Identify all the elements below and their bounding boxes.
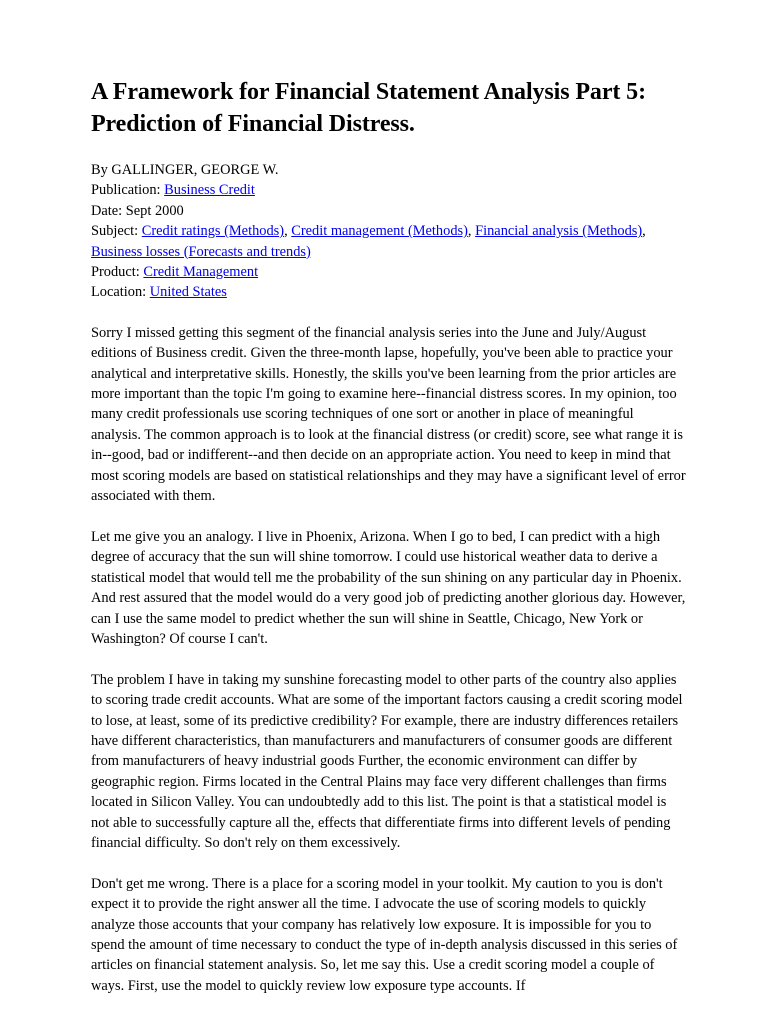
subject-link-credit-management[interactable]: Credit management (Methods): [291, 223, 468, 240]
product-label: Product:: [91, 264, 144, 281]
publication-label: Publication:: [91, 182, 165, 199]
publication-row: [91, 180, 686, 200]
subject-separator: ,: [642, 223, 646, 240]
product-row: [91, 262, 686, 282]
article-meta: [91, 160, 686, 303]
subject-separator: ,: [284, 223, 292, 240]
publication-link[interactable]: Business Credit: [164, 182, 255, 199]
product-link[interactable]: Credit Management: [143, 264, 259, 281]
subject-row: [91, 221, 686, 262]
subject-separator: ,: [467, 223, 476, 240]
article: [91, 76, 686, 1017]
subject-link-credit-ratings[interactable]: Credit ratings (Methods): [141, 223, 285, 240]
subject-link-financial-analysis[interactable]: Financial analysis (Methods): [475, 223, 643, 240]
location-link[interactable]: United States: [149, 284, 227, 301]
paragraph-3: The problem I have in taking my sunshine forecasting model to other parts of the country also applies to scoring trade credit accounts. What are some of the important factors causing a credit scoring model to lose, at least, some of its predictive credibility? For example, there are industry differences retailers have different characteristics, than manufacturers and manufacturers of consumer goods are different from manufacturers of heavy industrial goods Further, the economic environment can differ by geographic region. Firms located in the Central Plains may face very different challenges than firms located in Silicon Valley. You can undoubtedly add to this list. The point is that a statistical model is not able to successfully capture all the, effects that differentiate firms into different levels of pending financial difficulty. So don't rely on them excessively.: [91, 671, 683, 851]
paragraph-2: Let me give you an analogy. I live in Phoenix, Arizona. When I go to bed, I can predict with a high degree of accuracy that the sun will shine tomorrow. I could use historical weather data to derive a statistical model that would tell me the probability of the sun shining on any particular day in Phoenix. And rest assured that the model would do a very good job of predicting another glorious day. However, can I use the same model to predict whether the sun will shine in Seattle, Chicago, New York or Washington? Of course I can't.: [91, 528, 686, 647]
article-title: A Framework for Financial Statement Analysis Part 5: Prediction of Financial Distress.: [91, 79, 646, 137]
location-row: [91, 282, 686, 302]
paragraph-1: Sorry I missed getting this segment of the financial analysis series into the June and July/August editions of Business credit. Given the three-month lapse, hopefully, you've been able to practice your analytical and interpretative skills. Honestly, the skills you've been learning from the prior articles are more important than the topic I'm going to examine here--financial distress scores. In my opinion, too many credit professionals use scoring techniques of one sort or another in place of meaningful analysis. The common approach is to look at the financial distress (or credit) score, see what range it is in--good, bad or indifferent--and then decide on an appropriate action. You need to keep in mind that most scoring models are based on statistical relationships and they may have a significant level of error associated with them.: [91, 324, 686, 505]
subject-label: Subject:: [91, 223, 142, 240]
location-label: Location:: [91, 284, 150, 301]
date: Date: Sept 2000: [91, 202, 184, 219]
byline: By GALLINGER, GEORGE W.: [91, 162, 279, 178]
paragraph-4: Don't get me wrong. There is a place for a scoring model in your toolkit. My caution to you is don't expect it to provide the right answer all the time. I advocate the use of scoring models to quickly analyze those accounts that your company has relatively low exposure. It is impossible for you to spend the amount of time necessary to conduct the type of in-depth analysis discussed in this series of articles on financial statement analysis. So, let me say this. Use a credit scoring model a couple of ways. First, use the model to quickly review low exposure type accounts. If: [91, 875, 678, 994]
subject-link-business-losses[interactable]: Business losses (Forecasts and trends): [91, 243, 311, 260]
